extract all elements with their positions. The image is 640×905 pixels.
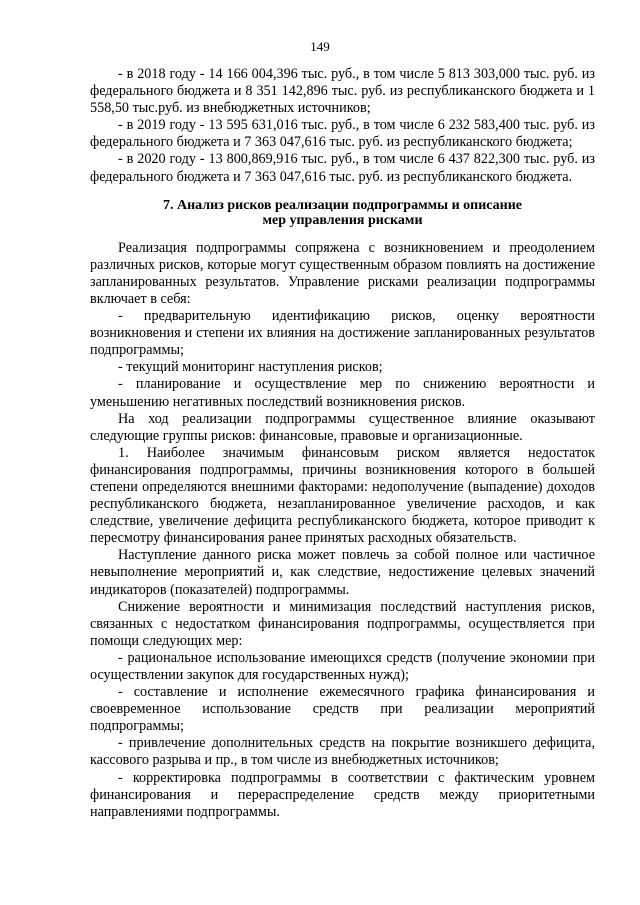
list-item: - текущий мониторинг наступления рисков; <box>118 359 383 376</box>
list-item: - привлечение дополнительных средств на покрытие возникшего дефицита, кассового разрыва и пр., в том числе из внебюджетных источников; <box>90 735 595 769</box>
page-number: 149 <box>310 39 330 54</box>
paragraph: Наступление данного риска может повлечь за собой полное или частичное невыполнение мероприятий и, как следствие, недостижение целевых значений индикаторов (показателей) подпрограммы. <box>90 547 595 598</box>
paragraph: Реализация подпрограммы сопряжена с возникновением и преодолением различных рисков, которые могут существенным образом повлиять на достижение запланированных результатов. Управление рисками реализации подпрограммы включает в себя: <box>90 239 595 307</box>
page-body <box>90 66 595 821</box>
list-item: - предварительную идентификацию рисков, оценку вероятности возникновения и степени их влияния на достижение запланированных результатов подпрограммы; <box>90 308 595 359</box>
section-heading-line-1: 7. Анализ рисков реализации подпрограммы и описание <box>162 197 523 213</box>
list-item: - составление и исполнение ежемесячного графика финансирования и своевременное использование средств при реализации мероприятий подпрограммы; <box>90 684 595 735</box>
list-item: - корректировка подпрограммы в соответствии с фактическим уровнем финансирования и перераспределение средств между приоритетными направлениями подпрограммы. <box>90 769 595 820</box>
funding-2020: - в 2020 году - 13 800,869,916 тыс. руб., в том числе 6 437 822,300 тыс. руб. из федерального бюджета и 7 363 047,616 тыс. руб. из республиканского бюджета. <box>90 151 595 185</box>
list-item: - рациональное использование имеющихся средств (получение экономии при осуществлении закупок для государственных нужд); <box>90 649 595 683</box>
funding-2018: - в 2018 году - 14 166 004,396 тыс. руб., в том числе 5 813 303,000 тыс. руб. из федерального бюджета и 8 351 142,896 тыс. руб. из республиканского бюджета и 1 558,50 тыс.руб. из внебюджетных источников; <box>90 66 595 117</box>
paragraph: 1. Наиболее значимым финансовым риском является недостаток финансирования подпрограммы, причины возникновения которого в большей степени определяются внешними факторами: недополучение (выпадение) доходов республиканского бюджета, незапланированное увеличение расходов, и как следствие, увеличение дефицита республиканского бюджета, которое приводит к пересмотру финансирования ранее принятых расходных обязательств. <box>90 444 595 547</box>
paragraph: На ход реализации подпрограммы существенное влияние оказывают следующие группы рисков: финансовые, правовые и организационные. <box>90 410 595 444</box>
list-item: - планирование и осуществление мер по снижению вероятности и уменьшению негативных последствий возникновения рисков. <box>90 376 595 410</box>
funding-2019: - в 2019 году - 13 595 631,016 тыс. руб., в том числе 6 232 583,400 тыс. руб. из федерального бюджета и 7 363 047,616 тыс. руб. из республиканского бюджета; <box>90 117 595 151</box>
section-heading <box>90 198 595 228</box>
section-heading-line-2: мер управления рисками <box>262 212 423 228</box>
paragraph: Снижение вероятности и минимизация последствий наступления рисков, связанных с недостатком финансирования подпрограммы, осуществляется при помощи следующих мер: <box>90 598 595 649</box>
